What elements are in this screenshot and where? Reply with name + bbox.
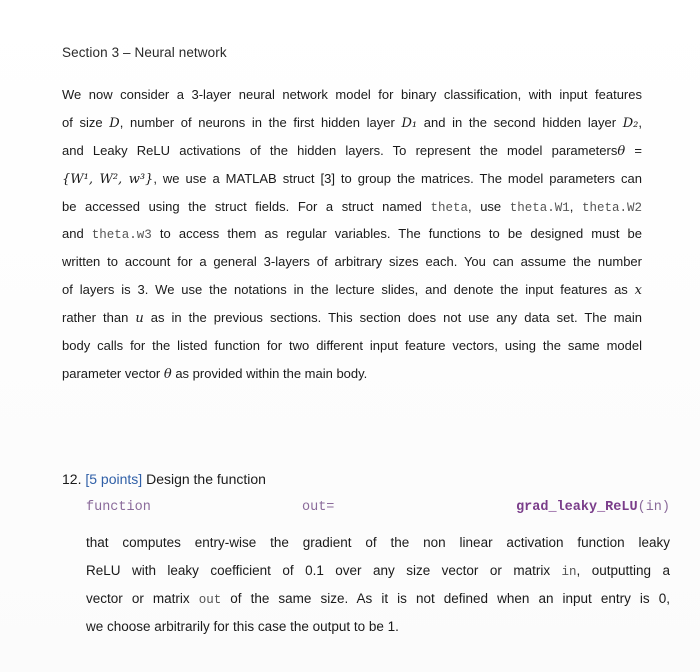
function-name-wrap	[516, 500, 670, 515]
text-run: , number of neurons in the first hidden layer	[119, 114, 402, 130]
text-run: vector or matrix	[86, 590, 199, 606]
paragraph-line	[62, 81, 642, 109]
text-run: We now consider a 3-layer neural network model for binary classification, with input features	[62, 87, 642, 102]
function-args: (in)	[637, 500, 670, 515]
math-expression: θ	[163, 366, 172, 382]
question-title: Design the function	[146, 471, 266, 487]
text-run: and Leaky ReLU activations of the hidden layers. To represent the model parameters	[62, 142, 618, 158]
paragraph-line	[62, 360, 642, 388]
math-expression: x	[634, 283, 642, 299]
text-run: as in the previous sections. This section does not use any data set. The main	[143, 310, 642, 326]
paragraph-line	[62, 165, 642, 193]
text-run: ,	[638, 114, 642, 130]
text-run: of the same size. As it is not defined when an input entry is 0,	[221, 590, 670, 606]
paragraph-line	[62, 220, 642, 248]
math-expression: D₂	[622, 115, 639, 131]
question-header	[62, 471, 266, 487]
text-run: ,	[569, 198, 582, 214]
text-run: parameter vector	[62, 365, 164, 381]
math-expression: D	[109, 115, 120, 131]
text-run: =	[625, 142, 642, 158]
function-output: out=	[302, 500, 335, 515]
text-run: , use	[468, 198, 510, 214]
paragraph-line	[62, 332, 642, 360]
paragraph-line	[62, 109, 642, 137]
text-run: , outputting a	[576, 562, 670, 578]
text-run: that computes entry-wise the gradient of the non linear activation function leaky	[86, 535, 670, 550]
text-run: and	[62, 226, 92, 242]
math-expression: D₁	[401, 115, 418, 131]
section-heading: Section 3 – Neural network	[62, 45, 227, 60]
function-keyword: function	[86, 500, 151, 515]
question-line	[86, 555, 670, 583]
text-run: to access them as regular variables. The functions to be designed must be	[151, 226, 642, 242]
text-run: of size	[62, 114, 110, 130]
question-body	[86, 527, 670, 639]
code-identifier: theta.W1	[509, 200, 570, 215]
question-line	[86, 527, 670, 555]
function-name: grad_leaky_ReLU	[516, 500, 638, 515]
text-run: rather than	[62, 310, 136, 326]
code-identifier: theta.W2	[582, 200, 643, 215]
text-run: of layers is 3. We use the notations in the lecture slides, and denote the input features as	[62, 282, 635, 298]
paragraph-line	[62, 304, 642, 332]
text-run: be accessed using the struct fields. For a struct named	[62, 198, 431, 214]
question-number: 12.	[62, 471, 82, 487]
code-identifier: theta.w3	[91, 228, 152, 243]
paragraph-line	[62, 137, 642, 165]
code-identifier: out	[198, 592, 222, 607]
text-run: body calls for the listed function for two different input feature vectors, using the same model	[62, 338, 642, 354]
math-expression: {W¹, W², w³}	[62, 171, 154, 187]
text-run: and in the second hidden layer	[417, 114, 623, 130]
text-run: as provided within the main body.	[171, 365, 368, 381]
code-identifier: theta	[430, 200, 468, 215]
code-identifier: in	[561, 564, 577, 579]
paragraph-line	[62, 248, 642, 276]
text-run: ReLU with leaky coefficient of 0.1 over any size vector or matrix	[86, 562, 562, 578]
paragraph-line	[62, 276, 642, 304]
intro-paragraph	[62, 81, 642, 388]
question-line	[86, 611, 670, 639]
function-signature	[86, 500, 670, 522]
math-expression: u	[135, 311, 144, 327]
text-run: , we use a MATLAB struct [3] to group the matrices. The model parameters can	[153, 170, 642, 186]
question-points: [5 points]	[85, 471, 143, 487]
paragraph-line	[62, 193, 642, 221]
text-run: we choose arbitrarily for this case the output to be 1.	[86, 618, 399, 634]
text-run: written to account for a general 3-layers of arbitrary sizes each. You can assume the number	[62, 254, 642, 270]
question-line	[86, 583, 670, 611]
math-expression: θ	[617, 143, 626, 159]
